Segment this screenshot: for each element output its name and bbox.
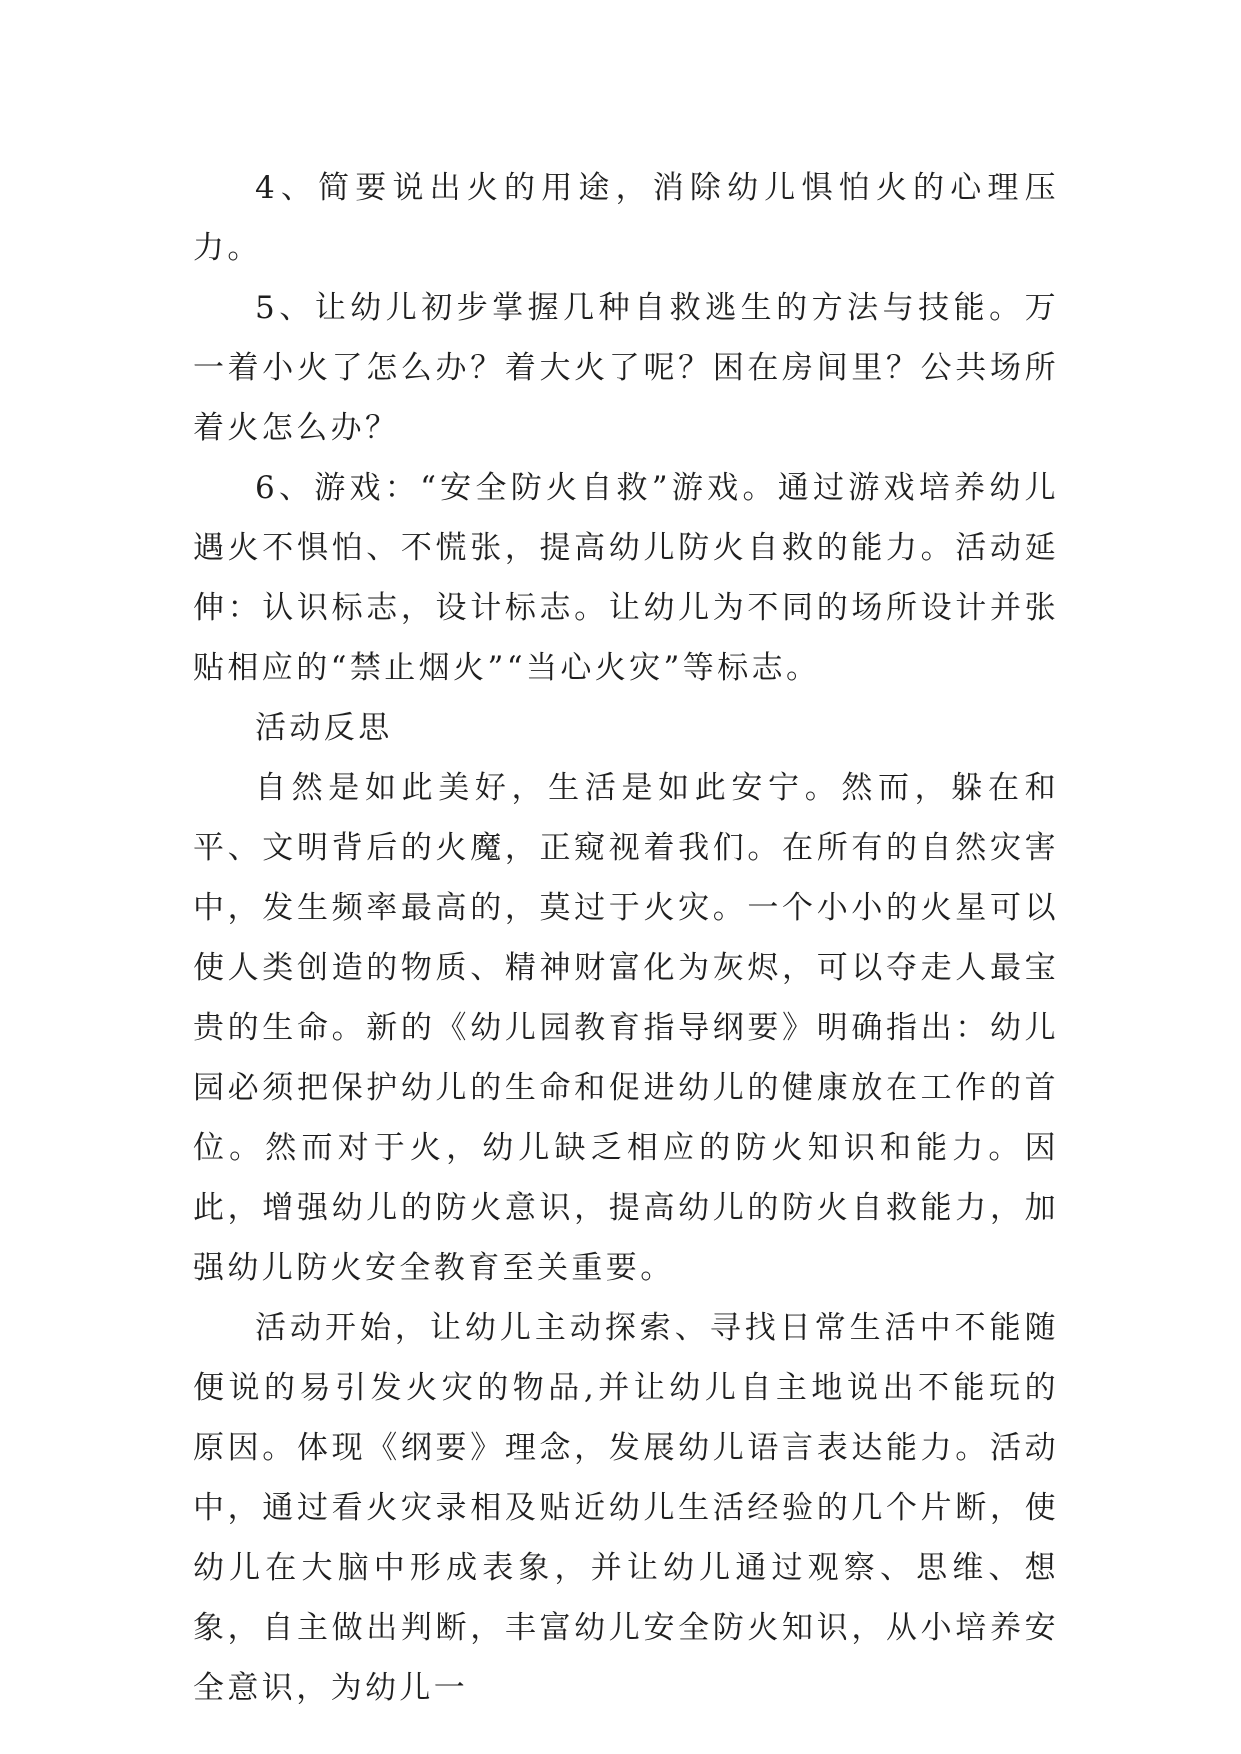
paragraph-item-5: 5、让幼儿初步掌握几种自救逃生的方法与技能。万一着小火了怎么办？着大火了呢？困在房间里？公共场所着火怎么办？ xyxy=(193,290,1059,446)
paragraph-reflection-1: 自然是如此美好，生活是如此安宁。然而，躲在和平、文明背后的火魔，正窥视着我们。在所有的自然灾害中，发生频率最高的，莫过于火灾。一个小小的火星可以使人类创造的物质、精神财富化为灰烬，可以夺走人最宝贵的生命。新的《幼儿园教育指导纲要》明确指出：幼儿园必须把保护幼儿的生命和促进幼儿的健康放在工作的首位。然而对于火，幼儿缺乏相应的防火知识和能力。因此，增强幼儿的防火意识，提高幼儿的防火自救能力，加强幼儿防火安全教育至关重要。 xyxy=(193,770,1059,1286)
document-body xyxy=(193,158,1059,1718)
paragraph-reflection-2: 活动开始，让幼儿主动探索、寻找日常生活中不能随便说的易引发火灾的物品,并让幼儿自主地说出不能玩的原因。体现《纲要》理念，发展幼儿语言表达能力。活动中，通过看火灾录相及贴近幼儿生活经验的几个片断，使幼儿在大脑中形成表象，并让幼儿通过观察、思维、想象，自主做出判断，丰富幼儿安全防火知识，从小培养安全意识，为幼儿一 xyxy=(193,1310,1059,1706)
section-heading-reflection: 活动反思 xyxy=(255,710,393,746)
paragraph-item-6: 6、游戏：“安全防火自救”游戏。通过游戏培养幼儿遇火不惧怕、不慌张，提高幼儿防火自救的能力。活动延伸：认识标志，设计标志。让幼儿为不同的场所设计并张贴相应的“禁止烟火”“当心火灾”等标志。 xyxy=(193,470,1059,686)
paragraph-item-4: 4、简要说出火的用途，消除幼儿惧怕火的心理压力。 xyxy=(193,170,1059,266)
